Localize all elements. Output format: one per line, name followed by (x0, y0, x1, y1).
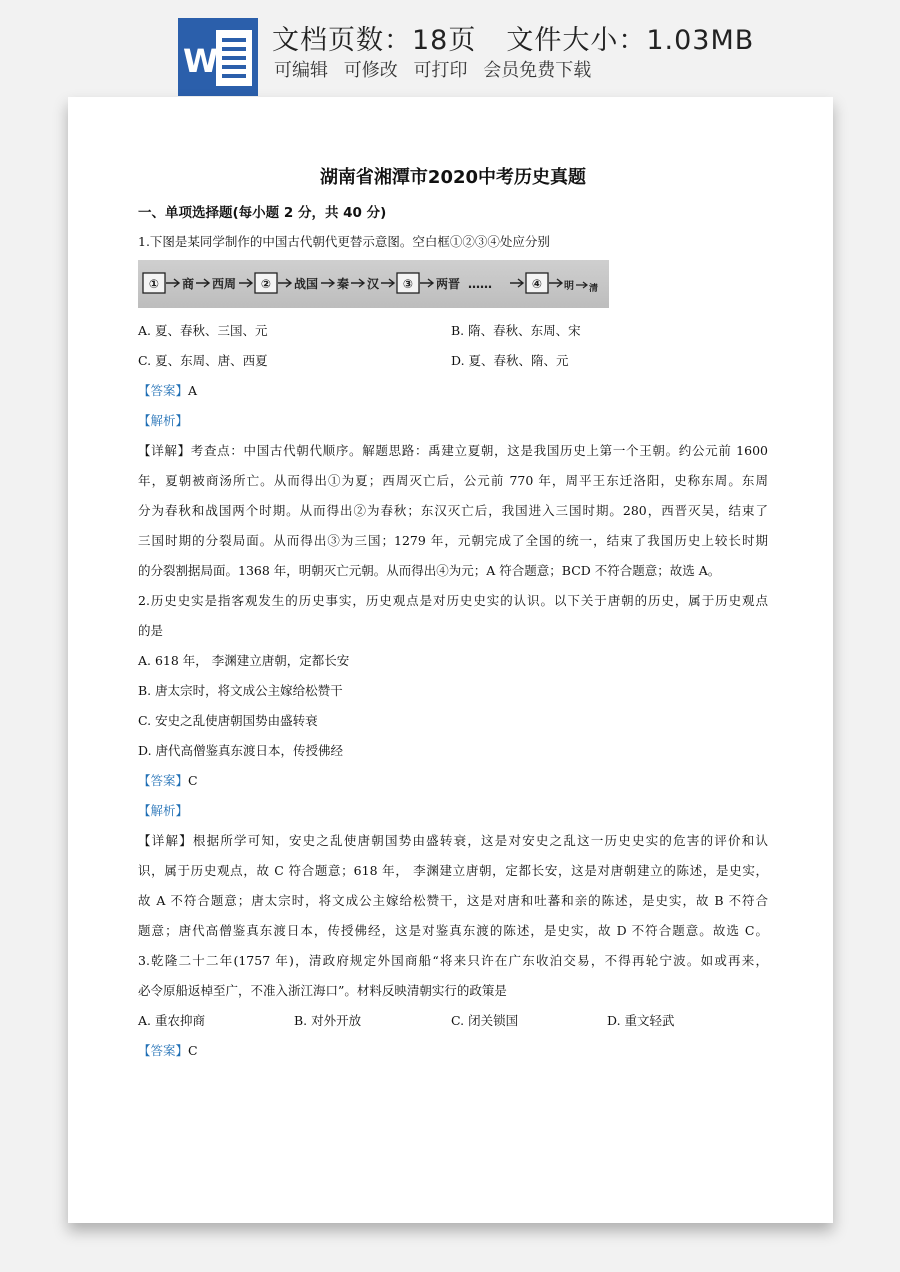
q2-option-c: C. 安史之乱使唐朝国势由盛转衰 (138, 713, 318, 728)
arrow-icon (381, 279, 394, 287)
timeline-box-1-label: ① (148, 277, 160, 291)
q2-answer-value: C (188, 773, 198, 788)
timeline-label-ming: 明 (564, 281, 574, 292)
document-title: 湖南省湘潭市2020中考历史真题 (319, 167, 587, 188)
q1-option-a: A. 夏、春秋、三国、元 (138, 323, 268, 338)
arrow-icon (166, 279, 179, 287)
arrow-icon (510, 279, 523, 287)
download-banner (0, 0, 900, 96)
file-size: 文件大小：1.03MB (506, 25, 755, 56)
question-2-stem-line-1: 2.历史史实是指客观发生的历史事实，历史观点是对历史史实的认识。以下关于唐朝的历史，属于历史观点 (138, 593, 768, 608)
q3-option-a: A. 重农抑商 (138, 1013, 205, 1028)
q1-answer-value: A (188, 383, 198, 398)
q2-detail-line-2: 识，属于历史观点，故 C 符合题意；618 年， 李渊建立唐朝，定都长安，这是对唐朝建立的陈述，是史实， (138, 863, 768, 878)
document-page (68, 97, 833, 1223)
timeline-label-xizhou: 西周 (212, 277, 237, 291)
timeline-box-2-label: ② (260, 277, 272, 291)
q1-answer (138, 381, 197, 399)
arrow-icon (576, 282, 587, 288)
timeline-label-zhanguo: 战国 (294, 277, 319, 291)
feature-editable: 可编辑 (274, 60, 328, 81)
question-2-stem-line-2: 的是 (138, 623, 164, 638)
arrow-icon (239, 279, 252, 287)
dynasty-timeline-svg (138, 260, 609, 308)
arrow-icon (420, 279, 433, 287)
q1-option-d: D. 夏、春秋、隋、元 (451, 353, 569, 368)
q2-answer (138, 771, 198, 789)
question-3-stem-line-1: 3.乾隆二十二年(1757 年)，清政府规定外国商船“将来只许在广东收泊交易，不得再轮宁波。如或再来， (138, 953, 768, 968)
arrow-icon (351, 279, 364, 287)
q2-option-d: D. 唐代高僧鉴真东渡日本，传授佛经 (138, 743, 344, 758)
feature-printable: 可打印 (413, 60, 468, 81)
timeline-label-qing: 清 (589, 284, 599, 294)
q3-option-b: B. 对外开放 (294, 1013, 362, 1028)
answer-tag: 【答案】 (138, 1043, 189, 1058)
timeline-label-liangjin: 两晋 (436, 277, 461, 291)
arrow-icon (278, 279, 291, 287)
q1-option-c: C. 夏、东周、唐、西夏 (138, 353, 268, 368)
arrow-icon (196, 279, 209, 287)
page-count: 文档页数：18页 (272, 25, 477, 56)
svg-text:W: W (183, 42, 219, 80)
q1-detail-line-3: 分为春秋和战国两个时期。从而得出②为春秋；东汉灭亡后，我国进入三国时期。280，西晋灭吴，结束了 (138, 503, 768, 518)
word-document-icon (178, 18, 258, 96)
q1-detail-line-4: 三国时期的分裂局面。从而得出③为三国；1279 年，元朝完成了全国的统一，结束了我国历史上较长时期 (138, 533, 768, 548)
answer-tag: 【答案】 (138, 383, 189, 398)
timeline-label-shang: 商 (182, 277, 195, 291)
q2-detail-line-1: 【详解】根据所学可知，安史之乱使唐朝国势由盛转衰，这是对安史之乱这一历史史实的危害的评价和认 (138, 833, 768, 848)
timeline-label-ellipsis: …… (468, 277, 492, 291)
arrow-icon (549, 279, 562, 287)
q1-analysis-tag: 【解析】 (138, 413, 189, 428)
q3-option-d: D. 重文轻武 (607, 1013, 675, 1028)
q2-option-a: A. 618 年， 李渊建立唐朝，定都长安 (138, 653, 350, 668)
q1-detail-line-1: 【详解】考查点：中国古代朝代顺序。解题思路：禹建立夏朝，这是我国历史上第一个王朝。约公元前 1600 (138, 443, 768, 458)
q2-detail-line-4: 题意；唐代高僧鉴真东渡日本，传授佛经，这是对鉴真东渡的陈述，是史实，故 D 不符合题意。故选 C。 (138, 923, 768, 938)
feature-list (274, 56, 601, 82)
timeline-label-han: 汉 (367, 277, 380, 291)
timeline-box-3-label: ③ (402, 277, 414, 291)
q1-option-b: B. 隋、春秋、东周、宋 (451, 323, 581, 338)
q2-option-b: B. 唐太宗时，将文成公主嫁给松赞干 (138, 683, 343, 698)
answer-tag: 【答案】 (138, 773, 189, 788)
question-3-stem-line-2: 必令原船返棹至广，不准入浙江海口”。材料反映清朝实行的政策是 (138, 983, 507, 998)
arrow-icon (321, 279, 334, 287)
feature-member-download[interactable]: 会员免费下载 (483, 60, 592, 81)
file-info (272, 18, 754, 57)
question-1-stem: 1.下图是某同学制作的中国古代朝代更替示意图。空白框①②③④处应分别 (138, 234, 550, 249)
q3-answer-value: C (188, 1043, 198, 1058)
dynasty-timeline-figure (138, 260, 609, 308)
q2-analysis-tag: 【解析】 (138, 803, 189, 818)
q3-answer (138, 1041, 198, 1059)
q1-detail-line-2: 年，夏朝被商汤所亡。从而得出①为夏；西周灭亡后，公元前 770 年，周平王东迁洛阳，史称东周。东周 (138, 473, 768, 488)
q1-detail-line-5: 的分裂割据局面。1368 年，明朝灭亡元朝。从而得出④为元；A 符合题意；BCD 不符合题意；故选 A。 (138, 563, 721, 578)
q2-detail-line-3: 故 A 不符合题意；唐太宗时，将文成公主嫁给松赞干，这是对唐和吐蕃和亲的陈述，是史实，故 B 不符合 (138, 893, 768, 908)
section-heading: 一、单项选择题(每小题 2 分，共 40 分) (138, 205, 387, 221)
feature-modifiable: 可修改 (343, 60, 398, 81)
q3-option-c: C. 闭关锁国 (451, 1013, 519, 1028)
timeline-box-4-label: ④ (531, 277, 543, 291)
timeline-label-qin: 秦 (337, 277, 350, 291)
